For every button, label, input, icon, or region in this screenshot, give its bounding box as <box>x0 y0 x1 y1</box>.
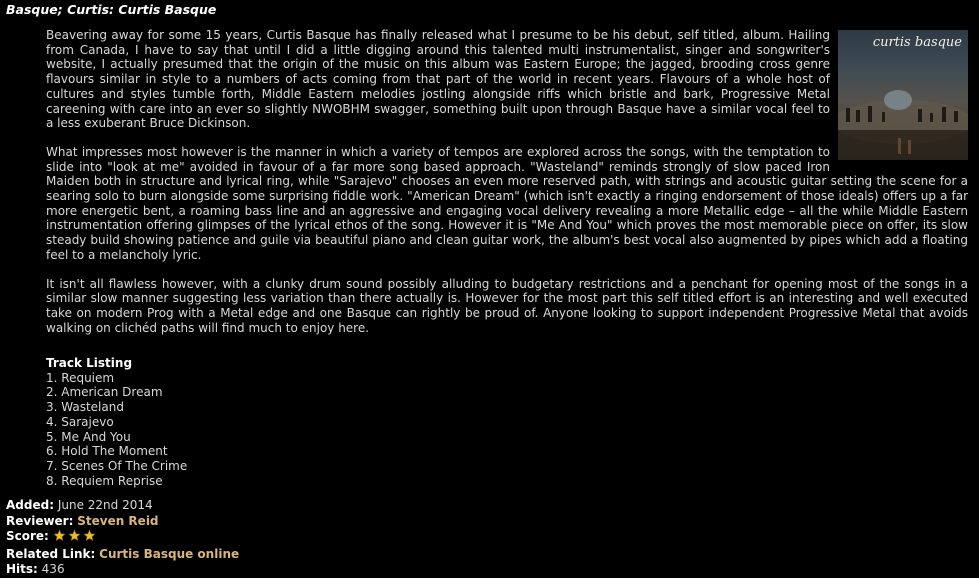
added-row <box>6 498 239 514</box>
hits-row <box>6 562 239 578</box>
review-meta <box>6 498 239 578</box>
hits-value: 436 <box>41 562 65 577</box>
related-link[interactable]: Curtis Basque online <box>99 546 240 561</box>
track-item: 3. Wasteland <box>46 400 124 415</box>
reviewer-row <box>6 514 239 530</box>
track-item: 7. Scenes Of The Crime <box>46 458 188 473</box>
related-link-row <box>6 547 239 563</box>
review-paragraph-2: What impresses most however is the manner in which a variety of tempos are explored across the songs, with the temptation to slide into "look at me" avoided in favour of a far more song based approach. "Wasteland" reminds strongly of slow paced Iron Maiden both in structure and lyrical ring, while "Sarajevo" chooses an even more reserved path, with strings and acoustic guitar setting the scene for a searing solo to burn alongside some surprising fiddle work. "American Dream" (which isn't exactly a ringing endorsement of those ideals) offers up a far more energetic bent, a roaming bass line and an aggressive and engaging vocal delivery revealing a more Metallic edge – all the while Middle Eastern instrumentation offering glimpses of the lyrical ethos of the song. However it is "Me And You" which proves the most memorable piece on offer, its slow steady build showing patience and guile via beautiful piano and clean guitar work, the album's best vocal also augmented by pipes which add a floating feel to a melancholy lyric. <box>46 144 968 262</box>
score-label: Score: <box>6 529 49 544</box>
star-icon <box>83 529 96 542</box>
track-item: 2. American Dream <box>46 385 163 400</box>
reviewer-link[interactable]: Steven Reid <box>77 513 159 528</box>
page-title: Basque; Curtis: Curtis Basque <box>6 2 217 17</box>
star-icon <box>53 529 66 542</box>
related-link-label: Related Link: <box>6 546 96 561</box>
review-paragraph-1: Beavering away for some 15 years, Curtis Basque has finally released what I presume to be his debut, self titled, album. Hailing from Canada, I have to say that until I did a little digging around this talented multi instrumentalist, singer and songwriter's website, I actually presumed that the origin of the music on this album was Eastern Europe; the jagged, brooding cross genre flavours similar in style to a numbers of acts coming from that part of the world in recent years. Flavours of a whole host of cultures and styles tumble forth, Middle Eastern melodies jostling alongside riffs which bristle and bark, Progressive Metal careening with care into an ever so slightly NWOBHM swagger, something built upon through Basque have a similar vocal feel to a less exuberant Bruce Dickinson. <box>46 28 830 131</box>
reviewer-label: Reviewer: <box>6 513 74 528</box>
track-item: 6. Hold The Moment <box>46 444 168 459</box>
star-icon <box>68 529 81 542</box>
album-cover <box>838 30 968 160</box>
track-listing-heading: Track Listing <box>46 356 133 370</box>
hits-label: Hits: <box>6 562 38 577</box>
added-label: Added: <box>6 498 54 512</box>
track-item: 5. Me And You <box>46 429 131 444</box>
track-list <box>46 371 187 489</box>
track-item: 4. Sarajevo <box>46 414 114 429</box>
album-cover-title: curtis basque <box>872 35 962 50</box>
track-listing <box>46 356 187 488</box>
added-value: June 22nd 2014 <box>57 498 153 512</box>
score-stars <box>53 529 98 547</box>
track-item: 8. Requiem Reprise <box>46 473 163 488</box>
review-paragraph-3: It isn't all flawless however, with a clunky drum sound possibly alluding to budgetary restrictions and a penchant for opening most of the songs in a similar slow manner suggesting less variation than there actually is. However for the most part this self titled effort is an interesting and well executed take on modern Prog with a Metal edge and one Basque can rightly be proud of. Anyone looking to support independent Progressive Metal that avoids walking on clichéd paths will find much to enjoy here. <box>46 276 968 335</box>
track-item: 1. Requiem <box>46 370 115 385</box>
review-body <box>46 28 968 349</box>
score-row <box>6 529 239 547</box>
